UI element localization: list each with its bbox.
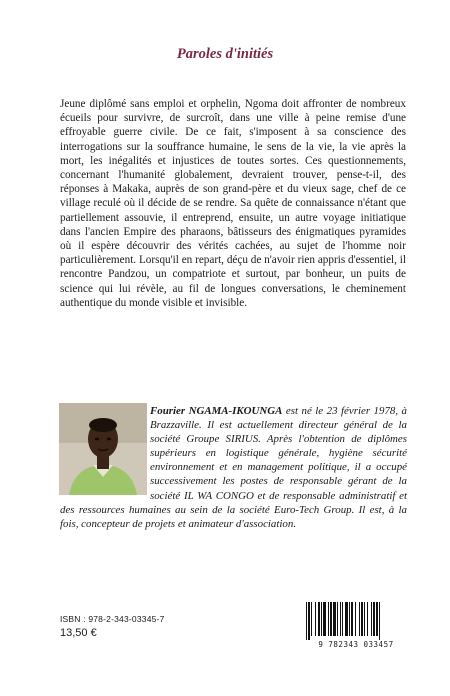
barcode-digits: 9 782343 033457 [318, 640, 394, 649]
barcode-bar [318, 602, 320, 636]
barcode-bar [308, 602, 310, 640]
barcode-bar [323, 602, 326, 636]
barcode-bar [328, 602, 329, 636]
barcode-bar [340, 602, 341, 636]
photo-spacer [60, 404, 150, 500]
barcode-bar [351, 602, 353, 636]
barcode-bar [373, 602, 375, 636]
barcode-bar [379, 602, 380, 640]
barcode-bar [333, 602, 336, 636]
barcode-bar [367, 602, 368, 636]
barcode-bar [345, 602, 348, 636]
barcode-bar [371, 602, 372, 636]
barcode-bar [311, 602, 312, 636]
book-title: Paroles d'initiés [176, 46, 274, 62]
barcode-bar [337, 602, 338, 636]
barcode-bar [376, 602, 378, 636]
barcode-bar [315, 602, 316, 636]
barcode-bar [361, 602, 363, 636]
barcode-bars [302, 602, 410, 640]
author-name: Fourier NGAMA-IKOUNGA [150, 405, 283, 417]
barcode-bar [321, 602, 322, 636]
barcode-bar [355, 602, 356, 636]
barcode-bar [342, 602, 343, 636]
isbn: ISBN : 978-2-343-03345-7 [60, 614, 165, 624]
book-summary: Jeune diplômé sans emploi et orphelin, Ngoma doit affronter de nombreux écueils pour survivre, de surcroît, dans une ville à peine remise d'une effroyable guerre civile. De ce fait, s'imposent à sa conscience des interrogations sur la souffrance humaine, le sens de la vie, la vie après la mort, les inégalités et injustices de toutes sortes. Ces questionnements, concernant l'humanité globalement, devraient trouver, pense-t-il, des réponses à Makaka, auprès de son grand-père et du vieux sage, chef de ce village reculé où il décide de se rendre. Sa quête de connaissance n'étant que partiellement assouvie, il entreprend, ensuite, un autre voyage initiatique dans l'ancien Empire des pharaons, bâtisseurs des énigmatiques pyramides où il espère découvrir des vérités cachées, au sujet de l'homme noir particulièrement. Lorsqu'il en repart, déçu de n'avoir rien appris d'essentiel, il rencontre Pandzou, un compatriote et surtout, par bonheur, un puits de science qui lui révèle, au fil de longues conversations, le cheminement authentique du monde visible et invisible. [60, 98, 406, 309]
barcode-bar [330, 602, 332, 636]
barcode-bar [306, 602, 307, 640]
barcode-bar [364, 602, 365, 636]
barcode-bar [349, 602, 350, 636]
price: 13,50 € [60, 627, 97, 639]
barcode-bar [359, 602, 360, 636]
author-bio-text: est né le 23 février 1978, à Brazzaville. Il est actuellement directeur général de la société Groupe SIRIUS. Après l'obtention de diplômes supérieurs en logistique générale, hygiène sécurité environnement et en management politique, il a occupé successivement les postes de responsable gérant de la société IL WA CONGO et de responsable administratif et des ressources humaines au sein de la société Euro-Tech Group. Il est, à la fois, concepteur de projets et animateur d'association. [60, 405, 407, 530]
author-biography [60, 404, 407, 531]
